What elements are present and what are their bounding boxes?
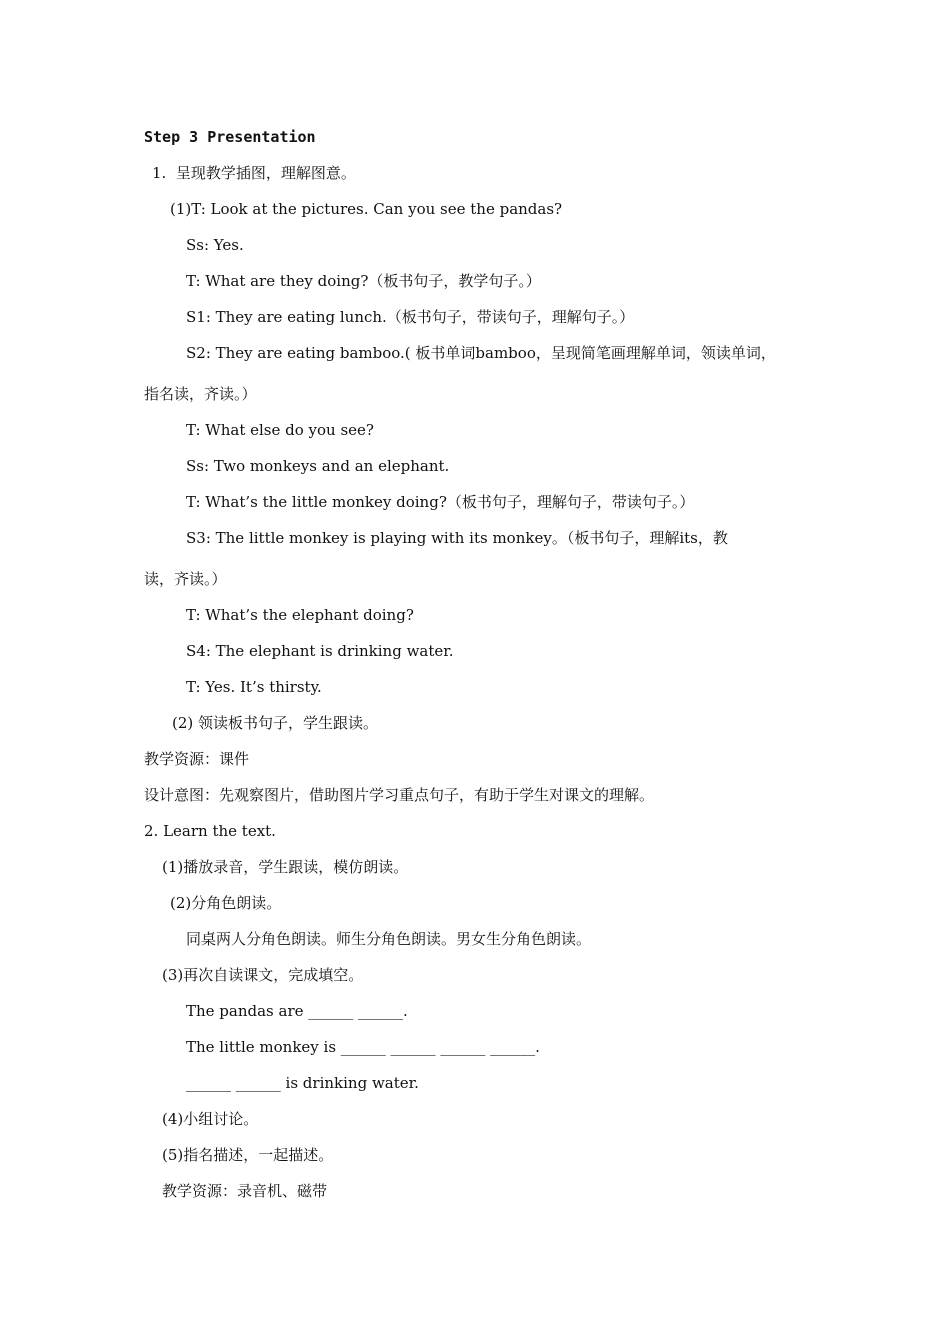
step-2-sub-3: (3)再次自读课文，完成填空。	[162, 966, 364, 984]
dialogue-line: T: What’s the little monkey doing?（板书句子，理解句子，带读句子。）	[186, 493, 695, 511]
dialogue-line: Ss: Two monkeys and an elephant.	[186, 457, 450, 475]
fill-blank-line: The pandas are ______ ______.	[186, 1002, 408, 1020]
teaching-resource: 教学资源：录音机、磁带	[162, 1182, 328, 1200]
step-2-sub-2-desc: 同桌两人分角色朗读。师生分角色朗读。男女生分角色朗读。	[186, 930, 592, 948]
dialogue-line: Ss: Yes.	[186, 236, 244, 254]
dialogue-line: T: What are they doing?（板书句子，教学句子。）	[186, 272, 541, 290]
design-intent: 设计意图：先观察图片，借助图片学习重点句子，有助于学生对课文的理解。	[144, 786, 655, 804]
step-2-title: 2. Learn the text.	[144, 822, 276, 840]
step-2-sub-1: (1)播放录音，学生跟读，模仿朗读。	[162, 858, 409, 876]
dialogue-line-continued: 读，齐读。）	[144, 570, 227, 588]
step-2-sub-5: (5)指名描述，一起描述。	[162, 1146, 334, 1164]
dialogue-line-continued: 指名读，齐读。）	[144, 385, 257, 403]
dialogue-line: T: Yes. It’s thirsty.	[186, 678, 322, 696]
step-2-sub-2: (2)分角色朗读。	[170, 894, 282, 912]
fill-blank-line: The little monkey is ______ ______ ______ ______.	[186, 1038, 540, 1056]
dialogue-line: T: What else do you see?	[186, 421, 374, 439]
dialogue-line: S4: The elephant is drinking water.	[186, 642, 454, 660]
step-1-sub-1: (1)T: Look at the pictures. Can you see the pandas?	[170, 200, 563, 218]
dialogue-line: S2: They are eating bamboo.( 板书单词bamboo，呈现简笔画理解单词，领读单词，	[186, 344, 776, 362]
teaching-resource: 教学资源：课件	[144, 750, 250, 768]
step-1-sub-2: (2) 领读板书句子，学生跟读。	[172, 714, 379, 732]
dialogue-line: T: What’s the elephant doing?	[186, 606, 414, 624]
fill-blank-line: ______ ______ is drinking water.	[186, 1074, 419, 1092]
section-heading: Step 3 Presentation	[144, 128, 316, 146]
step-2-sub-4: (4)小组讨论。	[162, 1110, 259, 1128]
dialogue-line: S3: The little monkey is playing with its monkey。（板书句子，理解its，教	[186, 529, 728, 547]
step-1-title: 1. 呈现教学插图，理解图意。	[152, 164, 356, 182]
dialogue-line: S1: They are eating lunch.（板书句子，带读句子，理解句子。）	[186, 308, 635, 326]
